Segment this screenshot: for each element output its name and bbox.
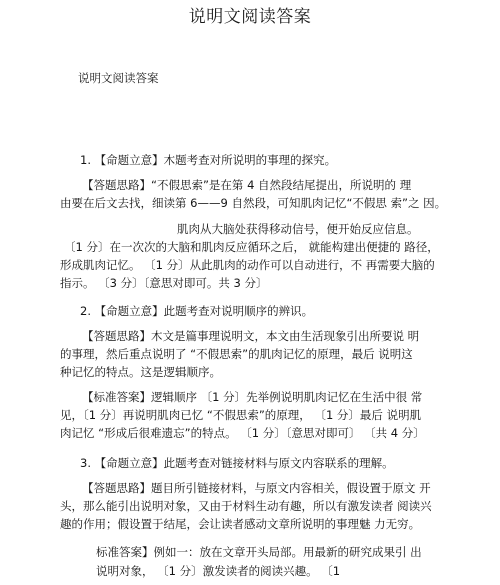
q2-thinking-line-1: 【答题思路】木文是篇事理说明文，本文由生活现象引出所要说 明 bbox=[82, 329, 420, 343]
q2-answer-line-3: 肉记忆 “形成后很难遗忘”的特点。 〔1 分〕〔意思对即可〕 〔共 4 分〕 bbox=[60, 426, 425, 440]
q2-answer-line-2: 见，〔1 分〕再说明肌肉已忆 “不假思索”的原理， 〔1 分〕最后 说明肌 bbox=[60, 408, 422, 422]
q3-thinking-line-2: 头，那么能引出说明对象，又由于材料生动有趣，所以有激发读者 阅读兴 bbox=[60, 499, 432, 513]
q2-answer-line-1: 【标准答案】逻辑顺序 〔1 分〕先举例说明肌肉记忆在生活中很 常 bbox=[82, 390, 423, 404]
q3-answer-line-2: 说明对象， 〔1 分〕激发读者的阅读兴趣。 〔1 bbox=[96, 564, 341, 578]
q3-answer-line-1: 标准答案】例如一：放在文章开头局部。用最新的研究成果引 出 bbox=[96, 545, 422, 559]
q2-heading: 2. 【命题立意】此题考查对说明顺序的辨识。 bbox=[80, 304, 314, 318]
q3-thinking-line-1: 【答题思路】题目所引链接材料，与原文内容相关，假设置于原文 开 bbox=[82, 481, 431, 495]
q2-thinking-line-3: 种记忆的特点。这是逻辑顺序。 bbox=[60, 365, 221, 379]
q2-thinking-line-2: 的事理，然后重点说明了 “不假思索”的肌肉记忆的原理，最后 说明这 bbox=[60, 347, 413, 361]
q1-thinking-line-2: 由要在后文去找，细读第 6——9 自然段，可知肌肉记忆“不假思 索”之 因。 bbox=[60, 196, 447, 210]
document-subtitle: 说明文阅读答案 bbox=[78, 71, 159, 85]
q3-heading: 3. 【命题立意】此题考查对链接材料与原文内容联系的理解。 bbox=[80, 456, 394, 470]
q1-heading: 1. 【命题立意】木题考查对所说明的事理的探究。 bbox=[80, 153, 337, 167]
q1-answer-line-2: 〔1 分〕在一次次的大脑和肌肉反应循环之后， 就能构建出便捷的 路径， bbox=[64, 240, 439, 254]
q1-answer-line-1: 肌肉从大脑处获得移动信号，便开始反应信息。 bbox=[177, 222, 419, 236]
q1-answer-line-3: 形成肌肉记忆。 〔1 分〕从此肌肉的动作可以自动进行，不 再需要大脑的 bbox=[60, 258, 435, 272]
q1-answer-line-4: 指示。 〔3 分〕〔意思对即可。共 3 分〕 bbox=[60, 276, 268, 290]
q1-thinking-line-1: 【答题思路】“不假思索”是在第 4 自然段结尾提出，所说明的 理 bbox=[82, 178, 412, 192]
q3-thinking-line-3: 趣的作用；假设置于结尾，会让读者感动文章所说明的事理魅 力无穷。 bbox=[60, 517, 421, 531]
document-title: 说明文阅读答案 bbox=[188, 7, 312, 27]
